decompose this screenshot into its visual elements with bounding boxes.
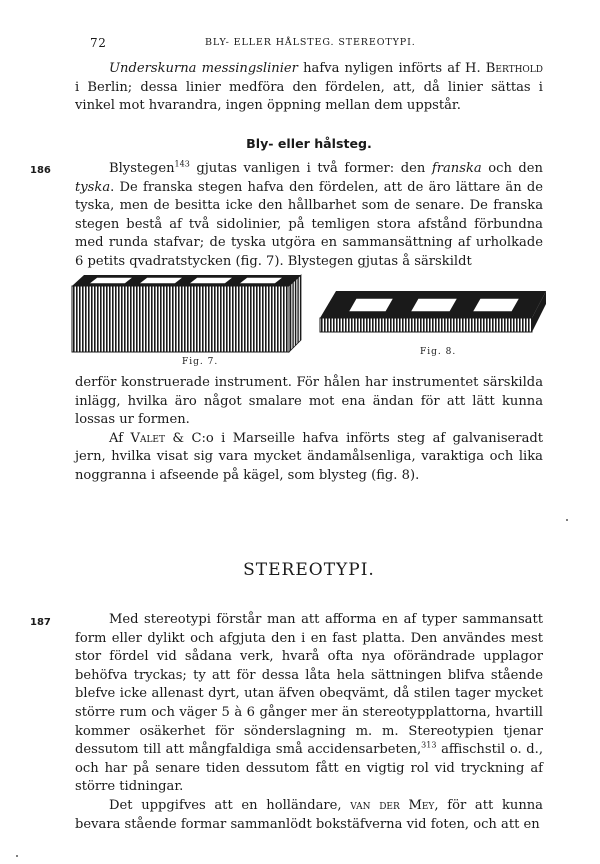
section-heading: Bly- eller hålsteg.	[246, 136, 372, 151]
page-number: 72	[90, 36, 107, 50]
intro-paragraph: Underskurna messingslinier hafva nyligen införts af H. Berthold i Berlin; dessa linier medföra den fördelen, att, då linier sättas i vinkel mot hvarandra, ingen öppning mellan dem uppstår.	[75, 61, 543, 114]
paragraph-number-187: 187	[30, 617, 51, 628]
chapter-title: STEREOTYPI.	[243, 560, 375, 580]
fig7-illustration	[70, 272, 305, 354]
fig8-illustration	[318, 286, 550, 342]
running-header	[80, 36, 545, 52]
print-speck	[16, 855, 18, 857]
fig8-caption: Fig. 8.	[420, 347, 457, 357]
name-van-der-mey: van der Mey	[350, 797, 435, 813]
fig7-caption: Fig. 7.	[182, 357, 219, 367]
running-title: BLY- ELLER HÅLSTEG. STEREOTYPI.	[205, 37, 416, 48]
paragraph-186: Blystegen$^{143}$ gjutas vanligen i två former: den franska och den tyska. De franska stegen hafva den fördelen, att de äro lättare än de tyska, men de besitta icke den hållbarhet som de senare. De franska stegen bestå af två sidolinier, på temligen stora afstånd förbundna med runda stafvar; de tyska utgöra en sammansättning af urholkade 6 petits qvadratstycken (fig. 7). Blystegen gjutas å särskildt	[75, 159, 543, 269]
intro-italic-lead: Underskurna messingslinier	[109, 61, 298, 76]
footnote-ref-143: 143	[174, 159, 190, 169]
name-berthold: Berthold	[485, 61, 543, 76]
name-valet: Valet	[130, 430, 165, 446]
paragraph-number-186: 186	[30, 165, 51, 176]
print-speck	[566, 519, 568, 521]
paragraph-187: Med stereotypi förstår man att afforma en af typer sammansatt form eller dylikt och afgjuta den i en fast platta. Den användes mest stor fördel vid sådana verk, hvarå ofta nya oförändrade upplagor behöfva tryckas; ty att för dessa låta hela sättningen blifva stående blefve icke allenast dyrt, utan äfven obeqvämt, då stilen tager mycket större rum och väger 5 à 6 gånger mer än stereotypplattorna, hvartill kommer osäkerhet för sönderslagning m. m. Stereotypien tjenar dessutom till att mångfaldiga små accidensarbeten,$^{313}$ affischstil o. d., och har på senare tiden dessutom fått en vigtig rol vid tryckning af större tidningar. Det uppgifves att en holländare, van der Mey, för att kunna bevara stående formar sammanlödt bokstäfverna vid foten, och att en	[75, 612, 543, 832]
footnote-ref-313: 313	[421, 740, 437, 750]
paragraph-after-figures: derför konstruerade instrument. För hålen har instrumentet särskilda inlägg, hvilka äro något smalare mot ena ändan för att lätt kunna lossas ur formen. Af Valet & C:o i Marseille hafva införts steg af galvaniseradt jern, hvilka visat sig vara mycket ändamålsenliga, varaktiga och lika noggranna i afseende på kägel, som blysteg (fig. 8).	[75, 375, 544, 483]
